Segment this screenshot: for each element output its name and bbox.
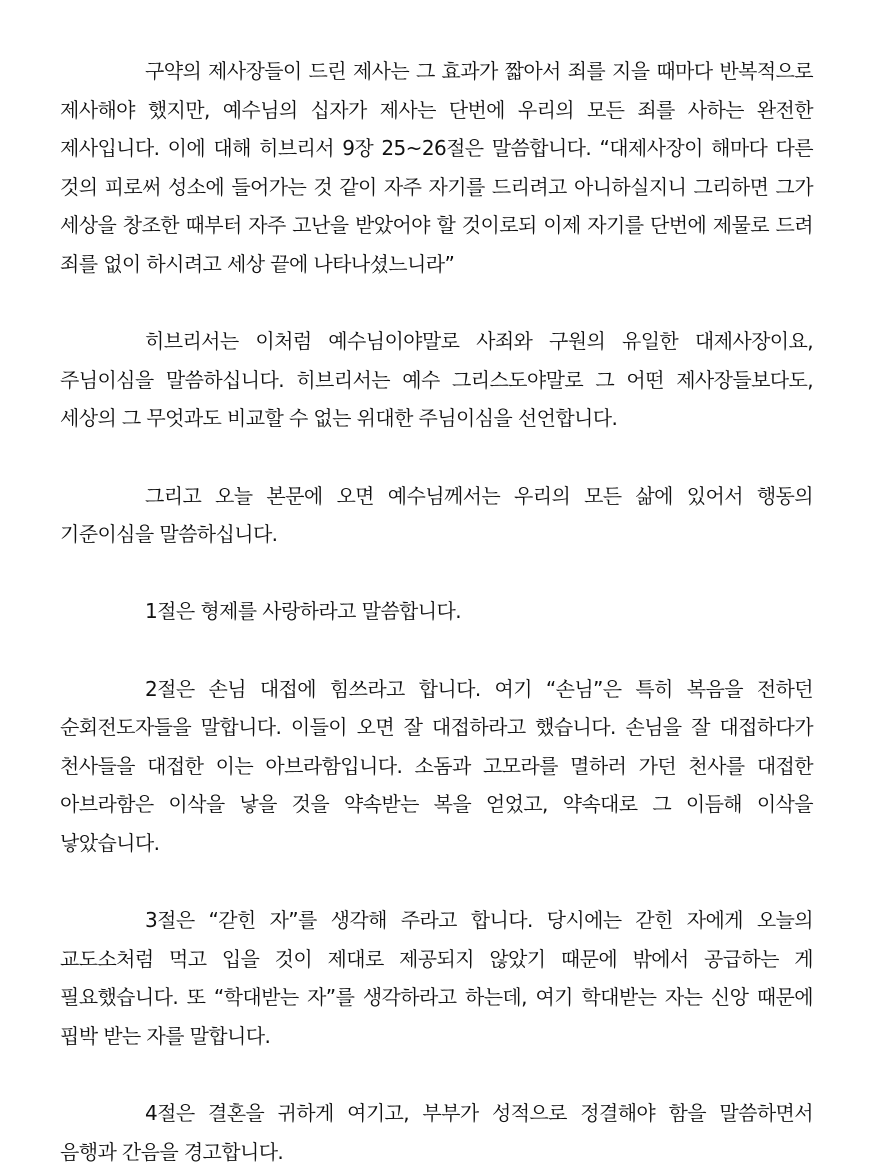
paragraph-verse-1: 1절은 형제를 사랑하라고 말씀합니다. — [145, 599, 461, 624]
paragraph-sacrifice: 구약의 제사장들이 드린 제사는 그 효과가 짧아서 죄를 지을 때마다 반복적으로 제사해야 했지만, 예수님의 십자가 제사는 단번에 우리의 모든 죄를 사하는 완전한 제사입니다. 이에 대해 히브리서 9장 25~26절은 말씀합니다. “대제사장이 해마다 다른 것의 피로써 성소에 들어가는 것 같이 자주 자기를 드리려고 아니하실지니 그리하면 그가 세상을 창조한 때부터 자주 고난을 받았어야 할 것이로되 이제 자기를 단번에 제물로 드려 죄를 없이 하시려고 세상 끝에 나타나셨느니라” — [60, 59, 813, 276]
paragraph-hebrews-lord: 히브리서는 이처럼 예수님이야말로 사죄와 구원의 유일한 대제사장이요, 주님이심을 말씀하십니다. 히브리서는 예수 그리스도야말로 그 어떤 제사장들보다도, 세상의 그 무엇과도 비교할 수 없는 위대한 주님이심을 선언합니다. — [60, 329, 813, 431]
document-body — [60, 52, 813, 1171]
paragraph-verse-2: 2절은 손님 대접에 힘쓰라고 합니다. 여기 “손님”은 특히 복음을 전하던 순회전도자들을 말합니다. 이들이 오면 잘 대접하라고 했습니다. 손님을 잘 대접하다가 천사들을 대접한 이는 아브라함입니다. 소돔과 고모라를 멸하러 가던 천사를 대접한 아브라함은 이삭을 낳을 것을 약속받는 복을 얻었고, 약속대로 그 이듬해 이삭을 낳았습니다. — [60, 676, 813, 855]
paragraph-verse-3: 3절은 “갇힌 자”를 생각해 주라고 합니다. 당시에는 갇힌 자에게 오늘의 교도소처럼 먹고 입을 것이 제대로 제공되지 않았기 때문에 밖에서 공급하는 게 필요했습니다. 또 “학대받는 자”를 생각하라고 하는데, 여기 학대받는 자는 신앙 때문에 핍박 받는 자를 말합니다. — [60, 908, 813, 1048]
paragraph-verse-4: 4절은 결혼을 귀하게 여기고, 부부가 성적으로 정결해야 함을 말씀하면서 음행과 간음을 경고합니다. — [60, 1101, 813, 1164]
paragraph-standard: 그리고 오늘 본문에 오면 예수님께서는 우리의 모든 삶에 있어서 행동의 기준이심을 말씀하십니다. — [60, 483, 813, 547]
